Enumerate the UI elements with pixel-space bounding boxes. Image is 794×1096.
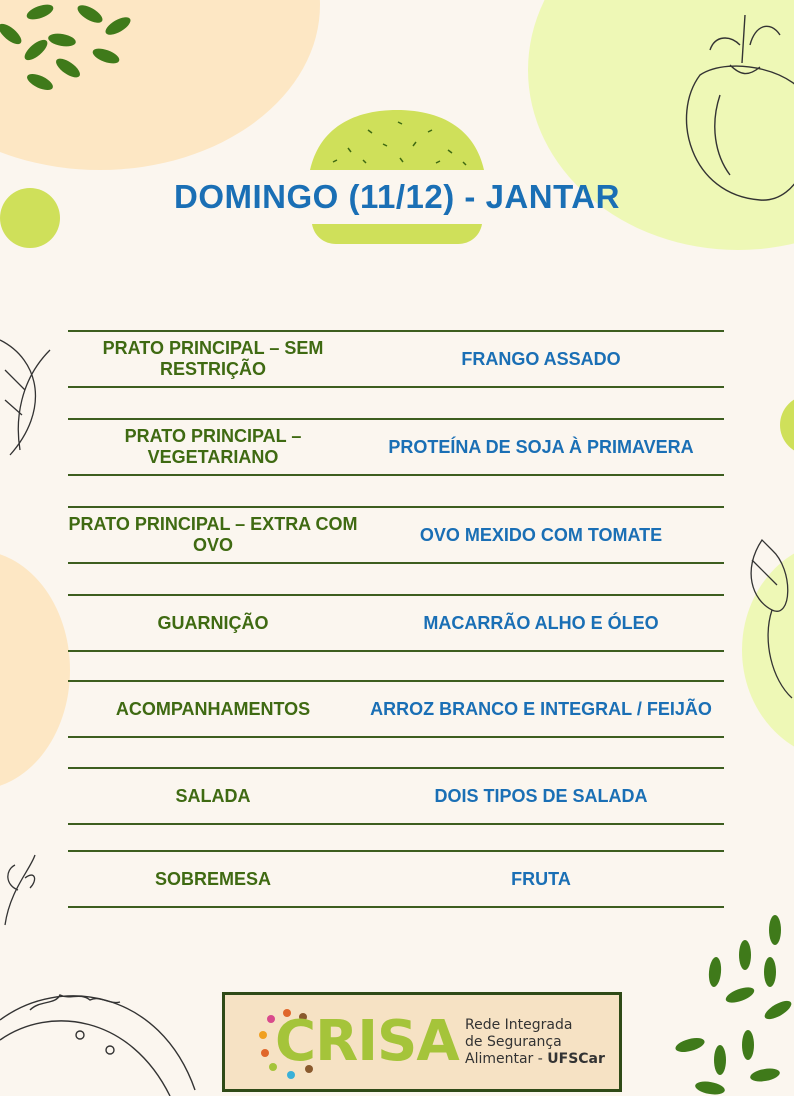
category-label: SOBREMESA bbox=[154, 868, 271, 889]
sprig-drawing-left-icon bbox=[0, 850, 40, 930]
logo-caption-line3 bbox=[465, 1051, 605, 1068]
crisa-logo bbox=[222, 992, 622, 1092]
logo-caption-line3-text: Alimentar - bbox=[465, 1051, 548, 1067]
category-label: GUARNIÇÃO bbox=[157, 612, 269, 633]
menu-row-main-unrestricted bbox=[68, 330, 724, 388]
menu-item: PROTEÍNA DE SOJA À PRIMAVERA bbox=[388, 436, 694, 457]
logo-caption-line2: de Segurança bbox=[465, 1034, 562, 1050]
menu-row-dessert bbox=[68, 850, 724, 908]
seed-pattern-bottom-right-icon bbox=[670, 910, 794, 1096]
logo-wordmark: CRISA bbox=[275, 1009, 459, 1074]
logo-caption bbox=[465, 1017, 605, 1068]
seed-pattern-top-left-icon bbox=[0, 0, 140, 100]
page-title: DOMINGO (11/12) - JANTAR bbox=[174, 178, 620, 215]
menu-item: MACARRÃO ALHO E ÓLEO bbox=[423, 612, 659, 633]
peach-blob-left bbox=[0, 550, 70, 790]
menu-row-main-egg bbox=[68, 506, 724, 564]
category-label: SALADA bbox=[175, 785, 251, 806]
leaf-drawing-right-icon bbox=[742, 530, 794, 700]
menu-item: DOIS TIPOS DE SALADA bbox=[434, 785, 648, 806]
menu-item: FRANGO ASSADO bbox=[461, 348, 621, 369]
menu-row-main-vegetarian bbox=[68, 418, 724, 476]
tomato-drawing-icon bbox=[670, 5, 794, 205]
menu-item: OVO MEXIDO COM TOMATE bbox=[419, 524, 663, 545]
menu-item: ARROZ BRANCO E INTEGRAL / FEIJÃO bbox=[370, 698, 712, 719]
menu-row-accompaniments bbox=[68, 680, 724, 738]
lime-dot-right bbox=[780, 395, 794, 455]
menu-item: FRUTA bbox=[511, 868, 571, 889]
logo-caption-ufscar: UFSCar bbox=[547, 1051, 605, 1067]
category-label: PRATO PRINCIPAL – SEM RESTRIÇÃO bbox=[102, 338, 324, 379]
leaf-drawing-left-icon bbox=[0, 330, 56, 460]
category-label: ACOMPANHAMENTOS bbox=[115, 698, 311, 719]
category-label: PRATO PRINCIPAL – VEGETARIANO bbox=[124, 426, 302, 467]
menu-row-side-dish bbox=[68, 594, 724, 652]
category-label: PRATO PRINCIPAL – EXTRA COM OVO bbox=[68, 514, 358, 555]
logo-caption-line1: Rede Integrada bbox=[465, 1017, 573, 1033]
taco-drawing-icon bbox=[0, 980, 200, 1096]
menu-row-salad bbox=[68, 767, 724, 825]
